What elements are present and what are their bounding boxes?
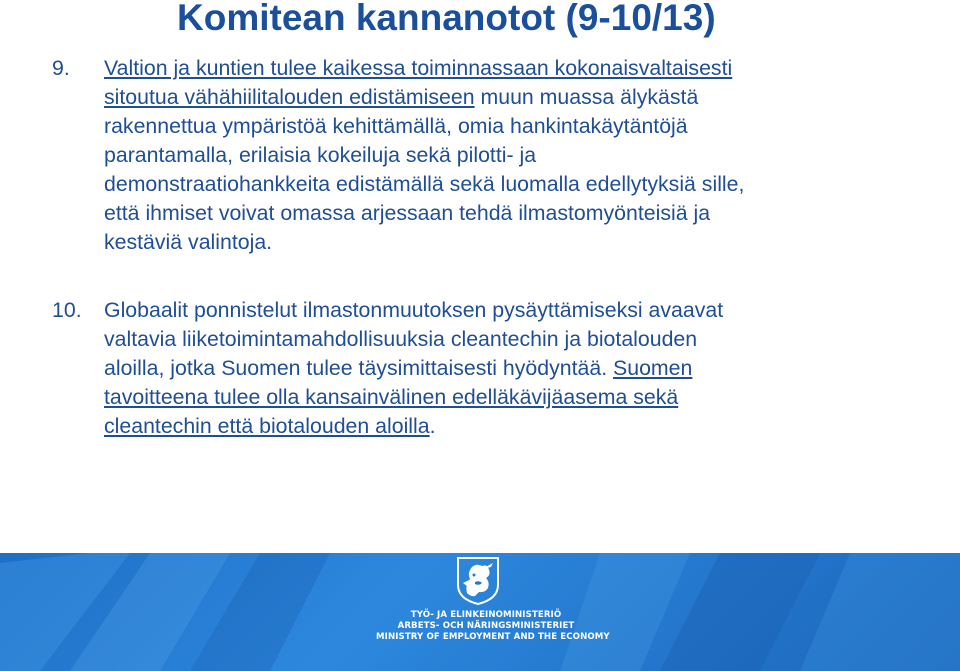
text-segment: muun muassa älykästä: [474, 85, 699, 109]
underlined-text: Valtion ja kuntien tulee kaikessa toiminnassaan kokonaisvaltaisesti: [104, 56, 733, 80]
text-line: [104, 354, 942, 383]
underlined-text: tavoitteena tulee olla kansainvälinen edelläkävijäasema sekä: [104, 385, 679, 409]
text-segment: aloilla, jotka Suomen tulee täysimittaisesti hyödyntää.: [104, 356, 614, 380]
item-number: 9.: [52, 56, 70, 80]
underlined-text: cleantechin että biotalouden aloilla: [104, 414, 430, 438]
ministry-name-fi: TYÖ- JA ELINKEINOMINISTERIÖ: [410, 610, 562, 620]
underlined-text: Suomen: [613, 356, 693, 380]
text-line: [104, 199, 942, 228]
text-line: [104, 412, 942, 441]
text-line: [104, 383, 942, 412]
item-text: [104, 296, 942, 441]
text-line: [104, 170, 942, 199]
text-segment: Globaalit ponnistelut ilmastonmuutoksen pysäyttämiseksi avaavat: [104, 298, 724, 322]
text-line: [104, 325, 942, 354]
text-segment: kestäviä valintoja.: [104, 230, 273, 254]
resolution-item-9: [52, 54, 942, 257]
text-line: [104, 228, 942, 257]
resolution-item-10: [52, 296, 942, 441]
text-segment: demonstraatiohankkeita edistämällä sekä luomalla edellytyksiä sille,: [104, 172, 745, 196]
text-line: [104, 54, 942, 83]
item-text: [104, 54, 942, 257]
finnish-lion-coat-of-arms-icon: [455, 555, 501, 605]
text-segment: että ihmiset voivat omassa arjessaan tehdä ilmastomyönteisiä ja: [104, 201, 711, 225]
text-segment: rakennettua ympäristöä kehittämällä, omia hankintakäytäntöjä: [104, 114, 688, 138]
text-segment: .: [429, 414, 436, 438]
ministry-name-en: MINISTRY OF EMPLOYMENT AND THE ECONOMY: [376, 632, 610, 642]
text-line: [104, 296, 942, 325]
text-line: [104, 141, 942, 170]
slide-title: Komitean kannanotot (9-10/13): [177, 0, 716, 38]
text-line: [104, 83, 942, 112]
underlined-text: sitoutua vähähiilitalouden edistämiseen: [104, 85, 475, 109]
ministry-name: [376, 610, 610, 643]
text-line: [104, 112, 942, 141]
text-segment: valtavia liiketoimintamahdollisuuksia cleantechin ja biotalouden: [104, 327, 698, 351]
text-segment: parantamalla, erilaisia kokeiluja sekä pilotti- ja: [104, 143, 537, 167]
ministry-name-sv: ARBETS- OCH NÄRINGSMINISTERIET: [397, 621, 575, 631]
item-number: 10.: [52, 298, 82, 322]
ministry-banner: [0, 553, 960, 671]
